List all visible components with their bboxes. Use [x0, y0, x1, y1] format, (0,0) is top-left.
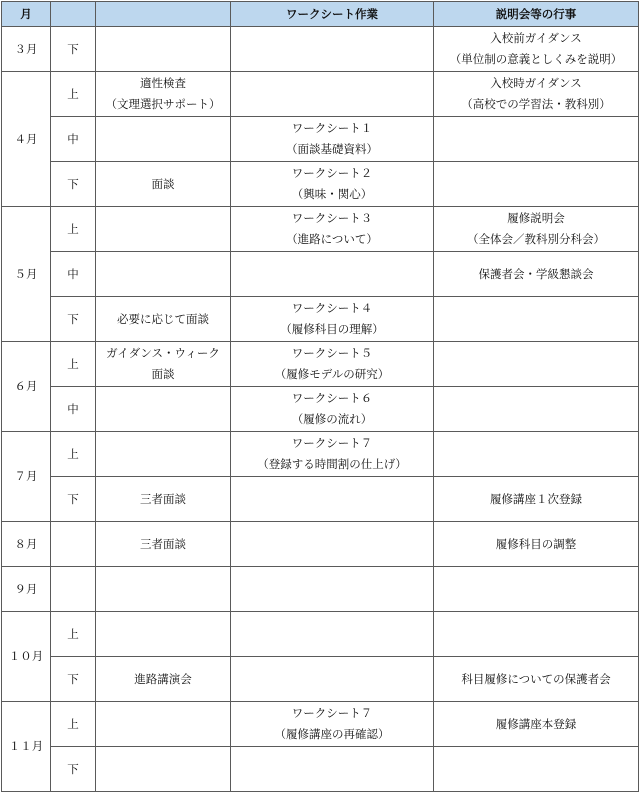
table-row: [2, 432, 639, 477]
events-cell: [434, 522, 639, 567]
events-cell: [434, 387, 639, 432]
events-line: （高校での学習法・教科別）: [461, 97, 611, 111]
period-cell: [51, 567, 96, 612]
events-cell: [434, 477, 639, 522]
table-row: [2, 612, 639, 657]
period-cell: 上: [51, 342, 96, 387]
activity-cell: [96, 27, 231, 72]
events-line: （全体会／教科別分科会）: [467, 232, 605, 246]
events-cell: [434, 702, 639, 747]
worksheet-cell: [231, 522, 434, 567]
worksheet-cell: [231, 477, 434, 522]
worksheet-cell: [231, 72, 434, 117]
worksheet-cell: [231, 387, 434, 432]
activity-line: 必要に応じて面談: [117, 311, 209, 326]
events-cell: [434, 252, 639, 297]
events-line: 科目履修についての保護者会: [461, 671, 611, 686]
worksheet-line: ワークシート６: [291, 391, 373, 405]
worksheet-line: ワークシート７: [291, 706, 373, 720]
period-cell: 下: [51, 297, 96, 342]
activity-cell: [96, 747, 231, 792]
worksheet-cell: [231, 252, 434, 297]
table-row: [2, 207, 639, 252]
period-cell: 上: [51, 72, 96, 117]
header-activity: [96, 2, 231, 27]
activity-cell: [96, 657, 231, 702]
schedule-table: [1, 1, 639, 792]
events-line: 保護者会・学級懇談会: [478, 266, 594, 281]
period-cell: 中: [51, 117, 96, 162]
table-row: [2, 72, 639, 117]
activity-line: （文理選択サポート）: [105, 97, 221, 111]
month-cell: １１月: [2, 702, 51, 792]
worksheet-cell: [231, 657, 434, 702]
header-row: [2, 2, 639, 27]
header-events: 説明会等の行事: [434, 2, 639, 27]
events-line: 入校前ガイダンス: [490, 31, 582, 45]
worksheet-line: （興味・関心）: [291, 187, 373, 201]
month-cell: １０月: [2, 612, 51, 702]
table-row: [2, 297, 639, 342]
period-cell: 中: [51, 252, 96, 297]
activity-cell: [96, 612, 231, 657]
schedule-body: [2, 27, 639, 792]
worksheet-line: （履修モデルの研究）: [274, 367, 390, 381]
activity-cell: [96, 252, 231, 297]
activity-cell: [96, 387, 231, 432]
worksheet-line: （履修科目の理解）: [280, 322, 384, 336]
period-cell: 下: [51, 162, 96, 207]
events-line: 履修科目の調整: [495, 536, 577, 551]
table-row: [2, 387, 639, 432]
month-cell: ８月: [2, 522, 51, 567]
events-cell: [434, 72, 639, 117]
month-cell: ６月: [2, 342, 51, 432]
events-cell: [434, 117, 639, 162]
activity-line: 三者面談: [140, 491, 186, 506]
period-cell: 上: [51, 612, 96, 657]
events-cell: [434, 342, 639, 387]
events-line: 履修講座１次登録: [490, 491, 582, 506]
activity-cell: [96, 207, 231, 252]
worksheet-cell: [231, 342, 434, 387]
activity-cell: [96, 432, 231, 477]
period-cell: 下: [51, 657, 96, 702]
activity-line: 面談: [151, 176, 175, 191]
events-cell: [434, 162, 639, 207]
activity-cell: [96, 162, 231, 207]
worksheet-cell: [231, 702, 434, 747]
table-row: [2, 702, 639, 747]
header-period: [51, 2, 96, 27]
events-line: 履修講座本登録: [495, 716, 577, 731]
activity-line: 三者面談: [140, 536, 186, 551]
events-cell: [434, 297, 639, 342]
worksheet-cell: [231, 162, 434, 207]
month-cell: ４月: [2, 72, 51, 207]
activity-cell: [96, 522, 231, 567]
activity-cell: [96, 117, 231, 162]
events-cell: [434, 567, 639, 612]
worksheet-line: ワークシート２: [291, 166, 373, 180]
period-cell: 下: [51, 27, 96, 72]
worksheet-line: ワークシート５: [291, 346, 373, 360]
activity-cell: [96, 297, 231, 342]
period-cell: 中: [51, 387, 96, 432]
worksheet-line: ワークシート１: [291, 121, 373, 135]
table-row: [2, 117, 639, 162]
table-row: [2, 522, 639, 567]
month-cell: ７月: [2, 432, 51, 522]
worksheet-line: ワークシート７: [291, 436, 373, 450]
activity-line: ガイダンス・ウィーク: [106, 346, 220, 360]
events-cell: [434, 612, 639, 657]
worksheet-line: （履修の流れ）: [291, 412, 373, 426]
worksheet-cell: [231, 612, 434, 657]
header-month: 月: [2, 2, 51, 27]
table-row: [2, 27, 639, 72]
events-line: 履修説明会: [507, 211, 565, 225]
events-cell: [434, 207, 639, 252]
events-cell: [434, 747, 639, 792]
activity-cell: [96, 567, 231, 612]
table-row: [2, 657, 639, 702]
events-cell: [434, 432, 639, 477]
table-row: [2, 342, 639, 387]
month-cell: ５月: [2, 207, 51, 342]
month-cell: ９月: [2, 567, 51, 612]
worksheet-line: （登録する時間割の仕上げ）: [257, 457, 407, 471]
activity-line: 面談: [151, 367, 175, 381]
period-cell: 上: [51, 432, 96, 477]
worksheet-line: ワークシート３: [291, 211, 373, 225]
period-cell: 下: [51, 477, 96, 522]
activity-cell: [96, 72, 231, 117]
events-cell: [434, 27, 639, 72]
period-cell: [51, 522, 96, 567]
activity-line: 進路講演会: [134, 671, 192, 686]
worksheet-line: （面談基礎資料）: [286, 142, 378, 156]
table-row: [2, 747, 639, 792]
events-cell: [434, 657, 639, 702]
month-cell: ３月: [2, 27, 51, 72]
worksheet-cell: [231, 297, 434, 342]
table-row: [2, 162, 639, 207]
activity-cell: [96, 342, 231, 387]
activity-cell: [96, 702, 231, 747]
table-row: [2, 477, 639, 522]
events-line: 入校時ガイダンス: [490, 76, 582, 90]
period-cell: 下: [51, 747, 96, 792]
table-row: [2, 252, 639, 297]
period-cell: 上: [51, 207, 96, 252]
worksheet-cell: [231, 747, 434, 792]
period-cell: 上: [51, 702, 96, 747]
events-line: （単位制の意義としくみを説明）: [449, 52, 623, 66]
table-row: [2, 567, 639, 612]
worksheet-line: （進路について）: [286, 232, 378, 246]
activity-line: 適性検査: [140, 76, 186, 90]
header-worksheet: ワークシート作業: [231, 2, 434, 27]
activity-cell: [96, 477, 231, 522]
worksheet-cell: [231, 567, 434, 612]
worksheet-cell: [231, 432, 434, 477]
worksheet-cell: [231, 27, 434, 72]
worksheet-cell: [231, 207, 434, 252]
worksheet-line: （履修講座の再確認）: [274, 727, 390, 741]
worksheet-cell: [231, 117, 434, 162]
worksheet-line: ワークシート４: [291, 301, 373, 315]
